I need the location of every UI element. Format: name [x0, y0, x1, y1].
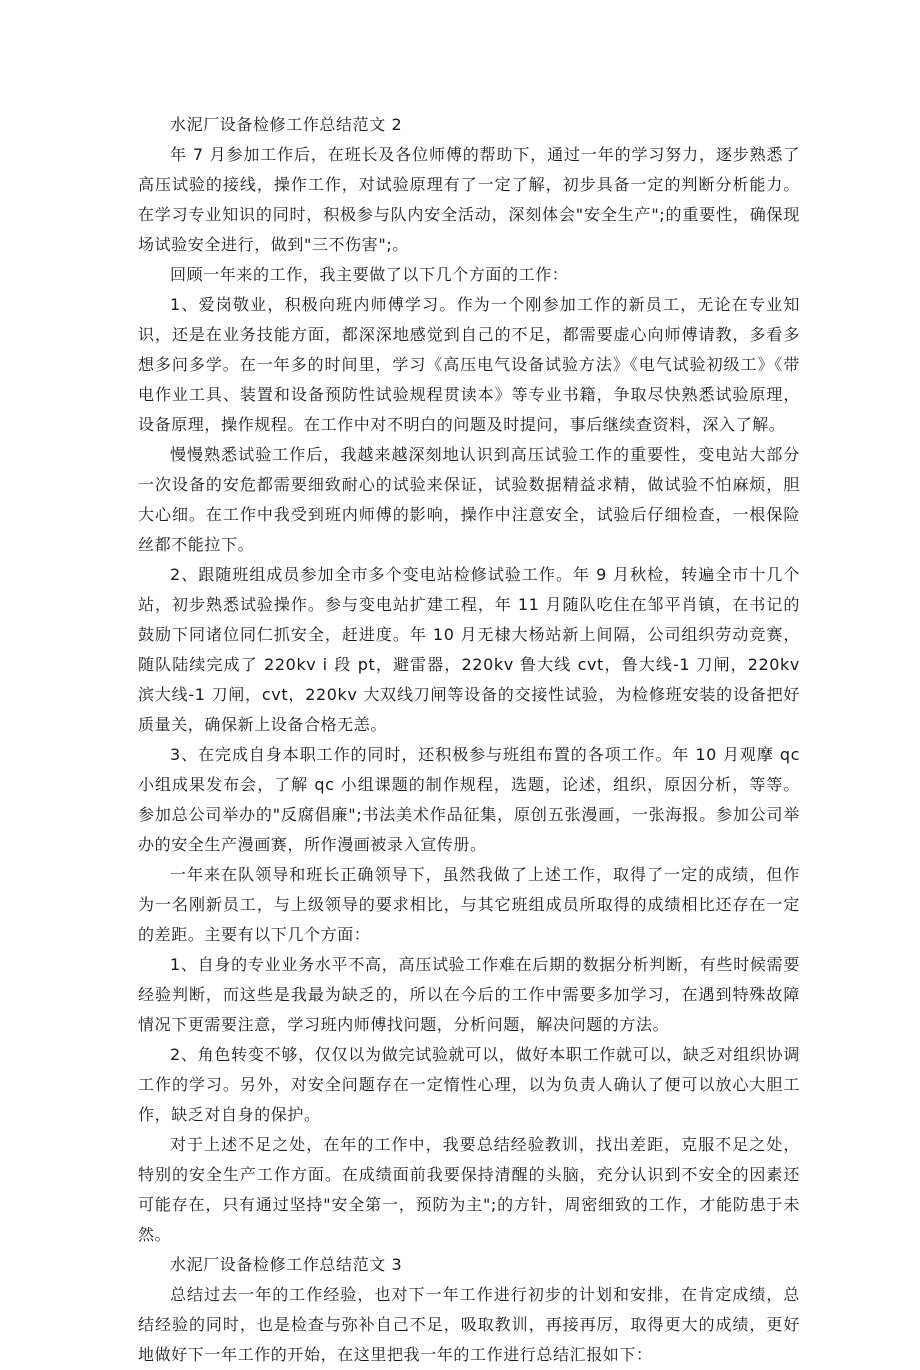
paragraph-review: 回顾一年来的工作，我主要做了以下几个方面的工作： — [170, 265, 569, 284]
paragraph-intro: 年 7 月参加工作后，在班长及各位师傅的帮助下，通过一年的学习努力，逐步熟悉了高压试验的接线，操作工作，对试验原理有了一定了解，初步具备一定的判断分析能力。在学习专业知识的同时，积极参与队内安全活动，深刻体会"安全生产";的重要性，确保现场试验安全进行，做到"三不伤害";。 — [138, 145, 800, 254]
paragraph-shortcoming-2: 2、角色转变不够，仅仅以为做完试验就可以，做好本职工作就可以，缺乏对组织协调工作的学习。另外，对安全问题存在一定惰性心理，以为负责人确认了便可以放心大胆工作，缺乏对自身的保护。 — [138, 1045, 800, 1124]
paragraph-point-3: 3、在完成自身本职工作的同时，还积极参与班组布置的各项工作。年 10 月观摩 qc 小组成果发布会，了解 qc 小组课题的制作规程，选题，论述，组织，原因分析，等等。参加总公司举办的"反腐倡廉";书法美术作品征集，原创五张漫画，一张海报。参加公司举办的安全生产漫画赛，所作漫画被录入宣传册。 — [138, 745, 800, 854]
paragraph-shortcomings: 一年来在队领导和班长正确领导下，虽然我做了上述工作，取得了一定的成绩，但作为一名刚新员工，与上级领导的要求相比，与其它班组成员所取得的成绩相比还存在一定的差距。主要有以下几个方面： — [138, 865, 800, 944]
paragraph-familiar: 慢慢熟悉试验工作后，我越来越深刻地认识到高压试验工作的重要性，变电站大部分一次设备的安危都需要细致耐心的试验来保证，试验数据精益求精，做试验不怕麻烦，胆大心细。在工作中我受到班内师傅的影响，操作中注意安全，试验后仔细检查，一根保险丝都不能拉下。 — [138, 445, 800, 554]
paragraph-point-2: 2、跟随班组成员参加全市多个变电站检修试验工作。年 9 月秋检，转遍全市十几个站，初步熟悉试验操作。参与变电站扩建工程，年 11 月随队吃住在邹平肖镇，在书记的鼓励下同诸位同仁抓安全，赶进度。年 10 月无棣大杨站新上间隔，公司组织劳动竞赛，随队陆续完成了 220kv ⅰ 段 pt，避雷器，220kv 鲁大线 cvt，鲁大线-1 刀闸，220kv 滨大线-1 刀闸，cvt，220kv 大双线刀闸等设备的交接性试验，为检修班安装的设备把好质量关，确保新上设备合格无恙。 — [138, 565, 800, 734]
paragraph-summary: 总结过去一年的工作经验，也对下一年工作进行初步的计划和安排，在肯定成绩，总结经验的同时，也是检查与弥补自己不足，吸取教训，再接再厉，取得更大的成绩，更好地做好下一年工作的开始，在这里把我一年的工作进行总结汇报如下： — [138, 1285, 800, 1364]
paragraph-improvement: 对于上述不足之处，在年的工作中，我要总结经验教训，找出差距，克服不足之处，特别的安全生产工作方面。在成绩面前我要保持清醒的头脑，充分认识到不安全的因素还可能存在，只有通过坚持"安全第一，预防为主";的方针，周密细致的工作，才能防患于未然。 — [138, 1135, 800, 1244]
paragraph-point-1: 1、爱岗敬业，积极向班内师傅学习。作为一个刚参加工作的新员工，无论在专业知识，还是在业务技能方面，都深深地感觉到自己的不足，都需要虚心向师傅请教，多看多想多问多学。在一年多的时间里，学习《高压电气设备试验方法》《电气试验初级工》《带电作业工具、装置和设备预防性试验规程贯读本》等专业书籍，争取尽快熟悉试验原理，设备原理，操作规程。在工作中对不明白的问题及时提问，事后继续查资料，深入了解。 — [138, 295, 800, 434]
document-body — [138, 110, 800, 1370]
paragraph-shortcoming-1: 1、自身的专业业务水平不高，高压试验工作难在后期的数据分析判断，有些时候需要经验判断，而这些是我最为缺乏的，所以在今后的工作中需要多加学习，在遇到特殊故障情况下更需要注意，学习班内师傅找问题，分析问题，解决问题的方法。 — [138, 955, 800, 1034]
section-title-2: 水泥厂设备检修工作总结范文 2 — [170, 115, 403, 134]
section-title-3: 水泥厂设备检修工作总结范文 3 — [170, 1255, 403, 1274]
